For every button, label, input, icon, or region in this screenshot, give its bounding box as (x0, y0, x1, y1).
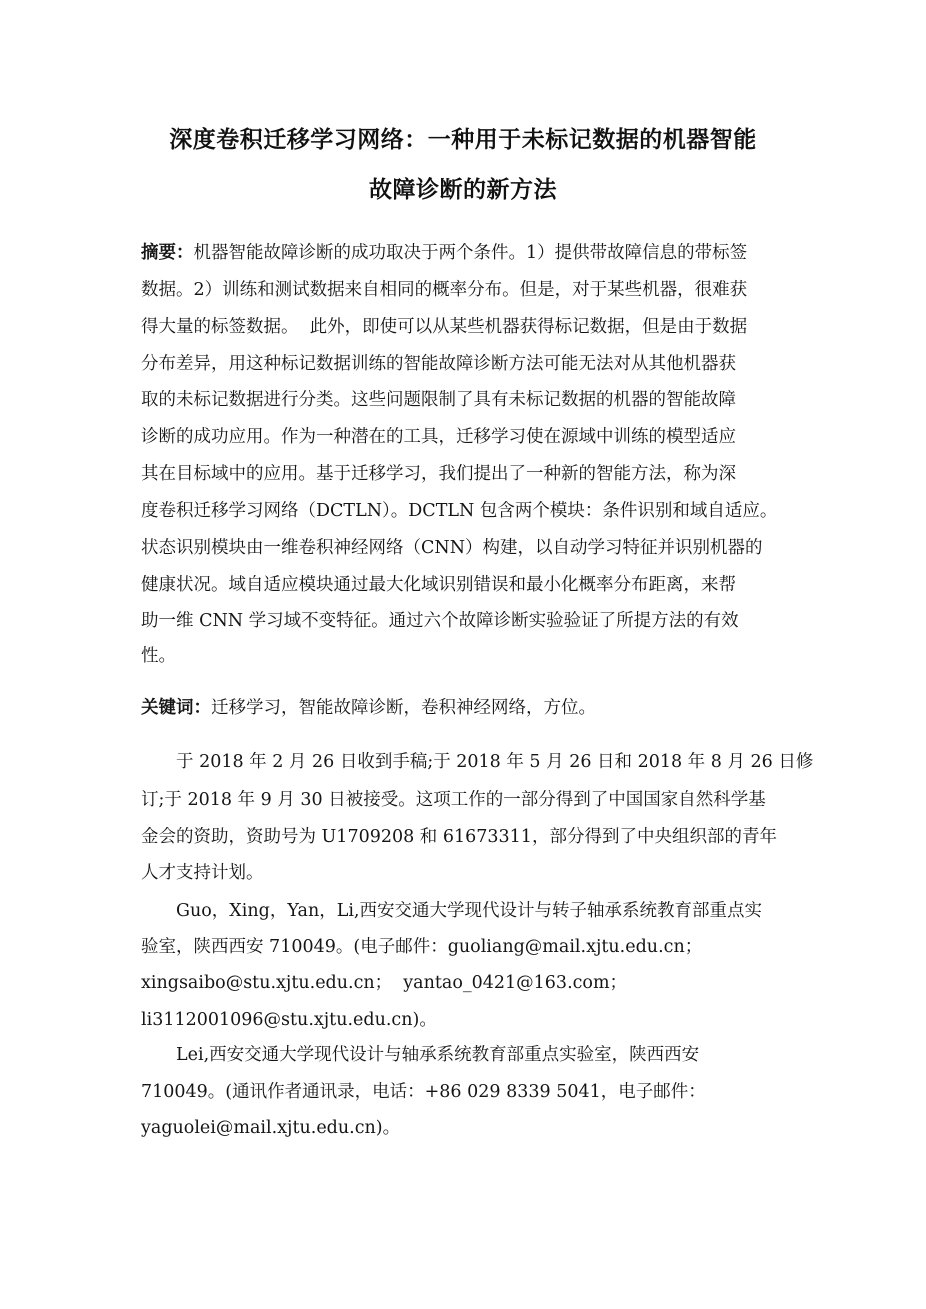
affiliation-line: Lei,西安交通大学现代设计与轴承系统教育部重点实验室，陕西西安 (176, 1045, 700, 1065)
received-line: 人才支持计划。 (141, 863, 264, 883)
abstract-line: 健康状况。域自适应模块通过最大化域识别错误和最小化概率分布距离，来帮 (141, 575, 736, 595)
keywords-line (141, 697, 596, 719)
abstract-line: 取的未标记数据进行分类。这些问题限制了具有未标记数据的机器的智能故障 (141, 390, 736, 410)
abstract-line: 性。 (141, 646, 176, 666)
affiliation-line: yaguolei@mail.xjtu.edu.cn)。 (141, 1118, 401, 1138)
received-line: 订;于 2018 年 9 月 30 日被接受。这项工作的一部分得到了中国国家自然科学基 (141, 790, 766, 810)
abstract-line: 其在目标域中的应用。基于迁移学习，我们提出了一种新的智能方法，称为深 (141, 464, 736, 484)
abstract-line: 助一维 CNN 学习域不变特征。通过六个故障诊断实验验证了所提方法的有效 (141, 611, 739, 631)
abstract-line: 度卷积迁移学习网络（DCTLN）。DCTLN 包含两个模块：条件识别和域自适应。 (141, 501, 778, 521)
keywords-label: 关键词： (141, 698, 211, 718)
affiliation-line: li3112001096@stu.xjtu.edu.cn)。 (141, 1010, 437, 1030)
affiliation-line: 验室，陕西西安 710049。(电子邮件：guoliang@mail.xjtu.edu.cn； (141, 937, 703, 957)
received-line: 于 2018 年 2 月 26 日收到手稿;于 2018 年 5 月 26 日和 2018 年 8 月 26 日修 (176, 752, 814, 772)
affiliation-line: xingsaibo@stu.xjtu.edu.cn； yantao_0421@163.com； (141, 973, 628, 993)
abstract-line: 诊断的成功应用。作为一种潜在的工具，迁移学习使在源域中训练的模型适应 (141, 427, 736, 447)
received-line: 金会的资助，资助号为 U1709208 和 61673311，部分得到了中央组织部的青年 (141, 827, 777, 847)
paper-title-line-2: 故障诊断的新方法 (369, 177, 557, 203)
abstract-line: 得大量的标签数据。 此外，即使可以从某些机器获得标记数据，但是由于数据 (141, 317, 748, 337)
abstract-label: 摘要： (141, 243, 194, 263)
affiliation-line: 710049。(通讯作者通讯录，电话：+86 029 8339 5041，电子邮件： (141, 1082, 706, 1102)
abstract-line: 分布差异，用这种标记数据训练的智能故障诊断方法可能无法对从其他机器获 (141, 354, 736, 374)
affiliation-line: Guo，Xing，Yan，Li,西安交通大学现代设计与转子轴承系统教育部重点实 (176, 901, 762, 921)
abstract-line: 状态识别模块由一维卷积神经网络（CNN）构建，以自动学习特征并识别机器的 (141, 538, 763, 558)
paper-title-line-1: 深度卷积迁移学习网络：一种用于未标记数据的机器智能 (169, 127, 757, 153)
keywords-text: 迁移学习，智能故障诊断，卷积神经网络，方位。 (211, 698, 596, 718)
abstract-line: 摘要：机器智能故障诊断的成功取决于两个条件。1）提供带故障信息的带标签 (141, 243, 748, 263)
abstract-line: 数据。2）训练和测试数据来自相同的概率分布。但是，对于某些机器，很难获 (141, 280, 748, 300)
